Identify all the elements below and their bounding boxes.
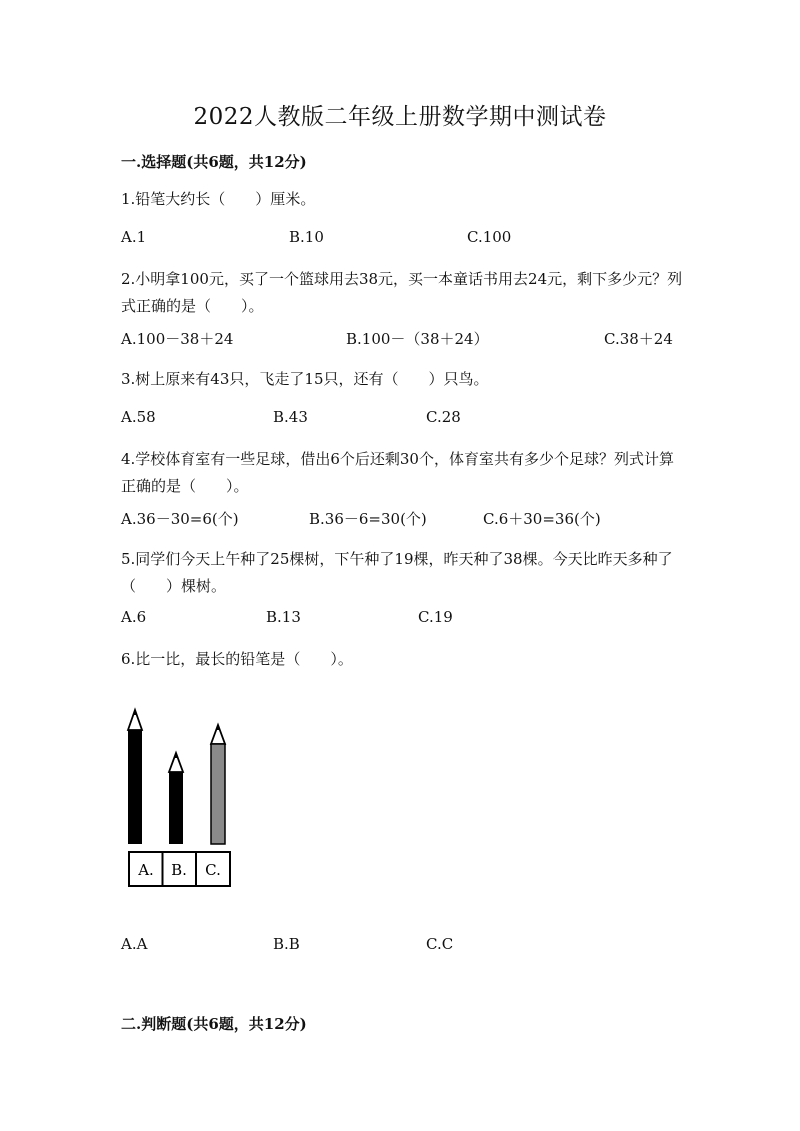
option-b: B.36－6=30(个): [309, 510, 427, 528]
question-2: 2.小明拿100元，买了一个篮球用去38元，买一本童话书用去24元，剩下多少元？列式正确的是（ ）。: [121, 270, 683, 315]
option-a: A.36－30=6(个): [121, 510, 239, 528]
pencils-illustration: [120, 706, 240, 891]
label-boxes: [129, 852, 230, 886]
option-c: C.19: [418, 608, 453, 626]
page-title: 2022人教版二年级上册数学期中测试卷: [193, 104, 607, 130]
question-1: 1.铅笔大约长（ ）厘米。: [121, 190, 316, 208]
option-c: C.C: [426, 935, 454, 953]
option-c: C.38＋24: [604, 330, 673, 348]
question-5: 5.同学们今天上午种了25棵树，下午种了19棵，昨天种了38棵。今天比昨天多种了（ ）棵树。: [121, 550, 673, 595]
label-b: B.: [171, 861, 187, 879]
option-b: B.B: [273, 935, 300, 953]
option-c: C.6＋30=36(个): [483, 510, 601, 528]
question-1-options: [121, 228, 721, 250]
pencil-c: [211, 725, 225, 844]
option-a: A.A: [121, 935, 148, 953]
question-5-options: [121, 608, 721, 630]
question-2-options: [121, 328, 721, 350]
question-3: 3.树上原来有43只，飞走了15只，还有（ ）只鸟。: [121, 370, 489, 388]
question-6: 6.比一比，最长的铅笔是（ ）。: [121, 650, 353, 668]
section-heading-choice: 一.选择题(共6题，共12分): [121, 153, 307, 171]
label-c: C.: [205, 861, 221, 879]
option-a: A.100－38＋24: [121, 330, 234, 348]
pencil-b: [169, 753, 183, 844]
pencil-a: [128, 710, 142, 844]
option-a: A.58: [121, 408, 156, 426]
pencils-figure: [120, 706, 240, 891]
section-heading-judgment: 二.判断题(共6题，共12分): [121, 1015, 307, 1033]
option-b: B.43: [273, 408, 308, 426]
option-b: B.13: [266, 608, 301, 626]
option-a: A.1: [121, 228, 147, 246]
question-3-options: [121, 408, 721, 430]
option-c: C.100: [467, 228, 512, 246]
option-c: C.28: [426, 408, 461, 426]
label-a: A.: [138, 861, 154, 879]
option-b: B.10: [289, 228, 324, 246]
option-b: B.100－（38＋24）: [346, 330, 489, 348]
question-4: 4.学校体育室有一些足球，借出6个后还剩30个，体育室共有多少个足球？列式计算正确的是（ ）。: [121, 450, 674, 495]
question-4-options: [121, 508, 721, 530]
option-a: A.6: [121, 608, 147, 626]
question-6-options: [121, 935, 721, 957]
